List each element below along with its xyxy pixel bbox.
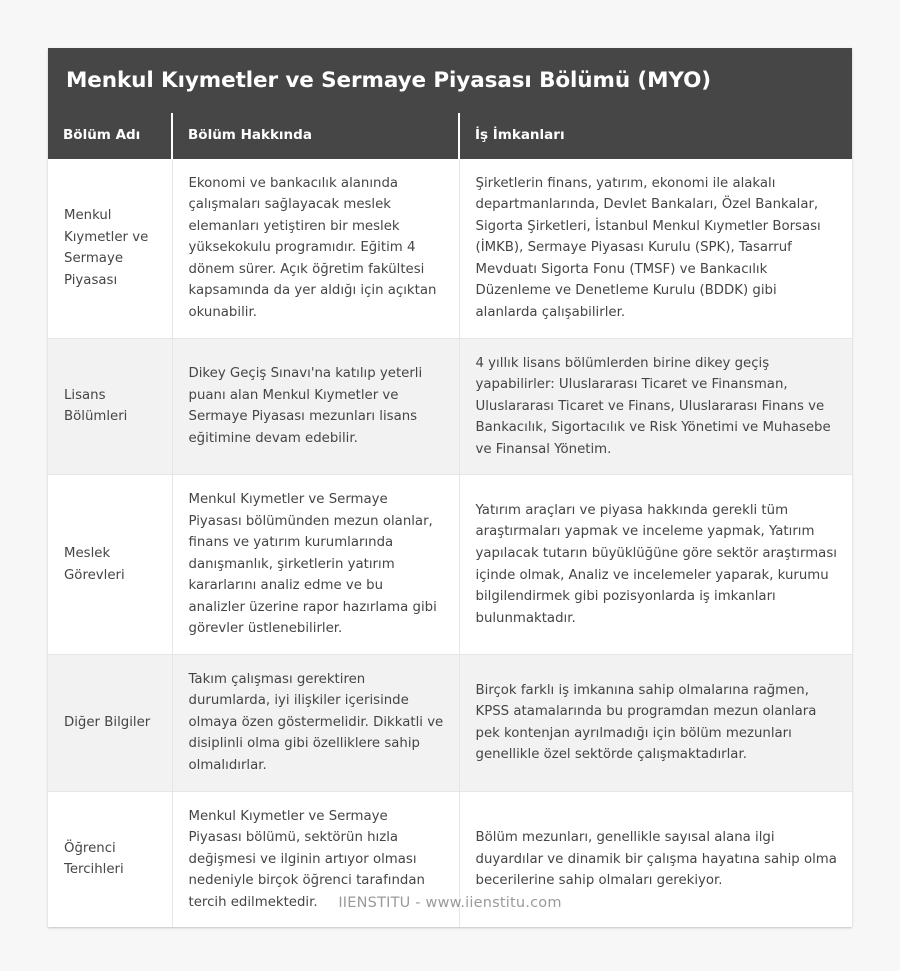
cell-is-imkanlari: Birçok farklı iş imkanına sahip olmalarına rağmen, KPSS atamalarında bu programdan mezun olanlara pek kontenjan ayrılmadığı için bölüm mezunları genellikle özel sektörde çalışmaktadırlar. [459,654,852,791]
cell-bolum-hakkinda: Menkul Kıymetler ve Sermaye Piyasası bölümünden mezun olanlar, finans ve yatırım kurumlarında danışmanlık, şirketlerin yatırım kararlarını analiz edme ve bu analizler üzerine rapor hazırlama gibi görevler üstlenebilirler. [172,475,459,655]
cell-is-imkanlari: Şirketlerin finans, yatırım, ekonomi ile alakalı departmanlarında, Devlet Bankaları, Özel Bankalar, Sigorta Şirketleri, İstanbul Menkul Kıymetler Borsası (İMKB), Sermaye Piyasası Kurulu (SPK), Tasarruf Mevduatı Sigorta Fonu (TMSF) ve Bankacılık Düzenleme ve Denetleme Kurulu (BDDK) gibi alanlarda çalışabilirler. [459,159,852,338]
table-row [48,475,852,655]
info-table-card [48,48,852,927]
cell-bolum-adi: Diğer Bilgiler [48,654,172,791]
column-header-bolum-adi: Bölüm Adı [48,113,172,159]
cell-bolum-adi: Lisans Bölümleri [48,338,172,475]
table-row [48,159,852,338]
table-header [48,113,852,159]
cell-is-imkanlari: Bölüm mezunları, genellikle sayısal alana ilgi duyardılar ve dinamik bir çalışma hayatına sahip olma becerilerine sahip olmaları gerekiyor. [459,791,852,927]
table-row [48,338,852,475]
cell-bolum-hakkinda: Menkul Kıymetler ve Sermaye Piyasası bölümü, sektörün hızla değişmesi ve ilginin artıyor olması nedeniyle birçok öğrenci tarafından tercih edilmektedir. [172,791,459,927]
table-body [48,159,852,927]
cell-is-imkanlari: 4 yıllık lisans bölümlerden birine dikey geçiş yapabilirler: Uluslararası Ticaret ve Finansman, Uluslararası Ticaret ve Finans, Uluslararası Finans ve Bankacılık, Sigortacılık ve Risk Yönetimi ve Muhasebe ve Finansal Yönetim. [459,338,852,475]
cell-bolum-hakkinda: Dikey Geçiş Sınavı'na katılıp yeterli puanı alan Menkul Kıymetler ve Sermaye Piyasası mezunları lisans eğitimine devam edebilir. [172,338,459,475]
cell-bolum-hakkinda: Takım çalışması gerektiren durumlarda, iyi ilişkiler içerisinde olmaya özen göstermelidir. Dikkatli ve disiplinli olma gibi özelliklere sahip olmalıdırlar. [172,654,459,791]
column-header-bolum-hakkinda: Bölüm Hakkında [172,113,459,159]
cell-bolum-adi: Meslek Görevleri [48,475,172,655]
cell-bolum-adi: Öğrenci Tercihleri [48,791,172,927]
table-header-row [48,113,852,159]
cell-bolum-hakkinda: Ekonomi ve bankacılık alanında çalışmaları sağlayacak meslek elemanları yetiştiren bir meslek yüksekokulu programıdır. Eğitim 4 dönem sürer. Açık öğretim fakültesi kapsamında da yer aldığı için açıktan okunabilir. [172,159,459,338]
column-header-is-imkanlari: İş İmkanları [459,113,852,159]
table-row [48,654,852,791]
cell-is-imkanlari: Yatırım araçları ve piyasa hakkında gerekli tüm araştırmaları yapmak ve inceleme yapmak, Yatırım yapılacak tutarın büyüklüğüne göre sektör araştırması içinde olmak, Analiz ve incelemeler yaparak, kurumu bilgilendirmek gibi pozisyonlarda iş imkanları bulunmaktadır. [459,475,852,655]
department-info-table [48,113,852,927]
page-title: Menkul Kıymetler ve Sermaye Piyasası Bölümü (MYO) [48,48,852,113]
cell-bolum-adi: Menkul Kıymetler ve Sermaye Piyasası [48,159,172,338]
footer-attribution: IIENSTITU - www.iienstitu.com [338,895,562,911]
